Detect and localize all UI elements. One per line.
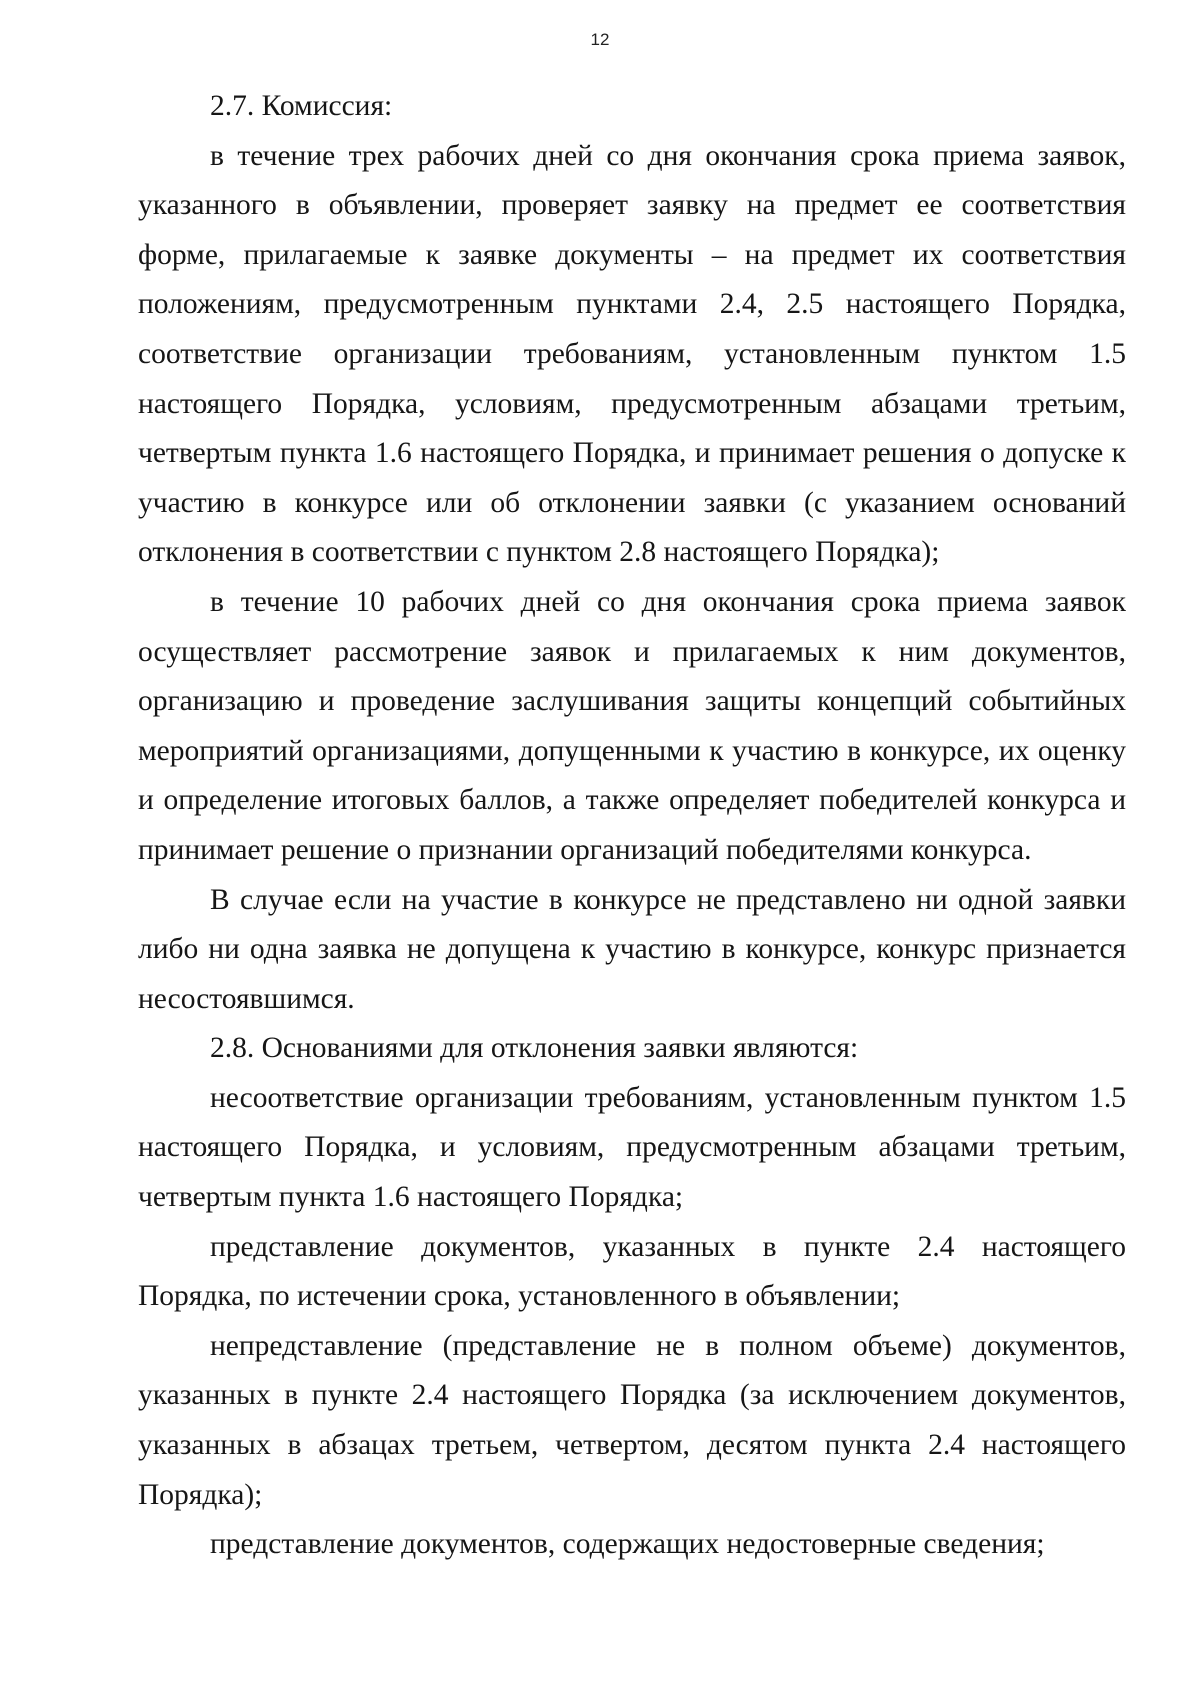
paragraph-contest-failed: В случае если на участие в конкурсе не представлено ни одной заявки либо ни одна заявка не допущена к участию в конкурсе, конкурс признается несостоявшимся. [138, 883, 1126, 1015]
section-heading-2-8: 2.8. Основаниями для отклонения заявки являются: [210, 1032, 859, 1065]
document-body [138, 82, 1126, 1570]
paragraph-reason-late-submission: представление документов, указанных в пункте 2.4 настоящего Порядка, по истечении срока, установленного в объявлении; [138, 1230, 1126, 1313]
paragraph-reason-false-information: представление документов, содержащих недостоверные сведения; [210, 1528, 1045, 1561]
paragraph-reason-incomplete-documents: непредставление (представление не в полном объеме) документов, указанных в пункте 2.4 настоящего Порядка (за исключением документов, указанных в абзацах третьем, четвертом, десятом пункта 2.4 настоящего Порядка); [138, 1329, 1126, 1511]
paragraph-commission-review: в течение 10 рабочих дней со дня окончания срока приема заявок осуществляет рассмотрение заявок и прилагаемых к ним документов, организацию и проведение заслушивания защиты концепций событийных мероприятий организациями, допущенными к участию в конкурсе, их оценку и определение итоговых баллов, а также определяет победителей конкурса и принимает решение о признании организаций победителями конкурса. [138, 585, 1126, 866]
paragraph-reason-noncompliance: несоответствие организации требованиям, установленным пунктом 1.5 настоящего Порядка, и условиям, предусмотренным абзацами третьим, четвертым пункта 1.6 настоящего Порядка; [138, 1081, 1126, 1214]
section-heading-2-7: 2.7. Комиссия: [210, 90, 393, 122]
paragraph-commission-check: в течение трех рабочих дней со дня окончания срока приема заявок, указанного в объявлении, проверяет заявку на предмет ее соответствия форме, прилагаемые к заявке документы – на предмет их соответствия положениям, предусмотренным пунктами 2.4, 2.5 настоящего Порядка, соответствие организации требованиям, установленным пунктом 1.5 настоящего Порядка, условиям, предусмотренным абзацами третьим, четвертым пункта 1.6 настоящего Порядка, и принимает решения о допуске к участию в конкурсе или об отклонении заявки (с указанием оснований отклонения в соответствии с пунктом 2.8 настоящего Порядка); [138, 139, 1126, 569]
page-number: 12 [590, 30, 610, 49]
